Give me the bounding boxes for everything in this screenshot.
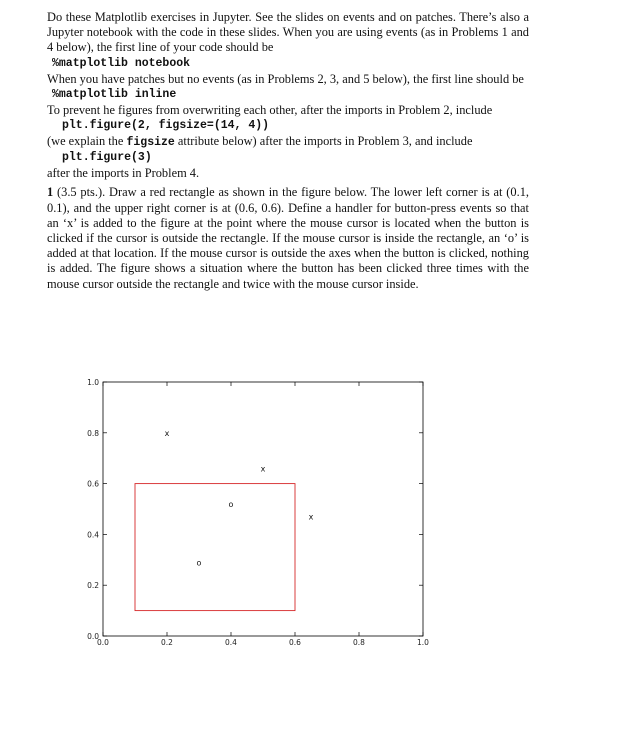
x-marker: x bbox=[260, 464, 266, 474]
code-line-inline: %matplotlib inline bbox=[52, 87, 177, 101]
o-marker: o bbox=[228, 499, 234, 509]
problem1-paragraph bbox=[47, 185, 529, 291]
y-tick-label: 0.4 bbox=[87, 530, 99, 540]
figsize-paragraph bbox=[47, 134, 529, 150]
x-tick-label: 0.8 bbox=[353, 638, 365, 647]
o-marker: o bbox=[196, 558, 202, 568]
y-tick-label: 1.0 bbox=[87, 378, 99, 387]
y-tick-label: 0.2 bbox=[87, 581, 99, 591]
x-tick-label: 0.4 bbox=[225, 638, 237, 647]
y-tick-label: 0.6 bbox=[87, 479, 99, 489]
prevent-overwrite-paragraph: To prevent he figures from overwriting each other, after the imports in Problem 2, include bbox=[47, 102, 493, 117]
document-body bbox=[47, 10, 529, 292]
patches-paragraph: When you have patches but no events (as in Problems 2, 3, and 5 below), the first line should be bbox=[47, 71, 524, 86]
figure-plot bbox=[70, 370, 440, 655]
x-marker: x bbox=[308, 512, 314, 522]
x-tick-label: 0.0 bbox=[97, 638, 109, 647]
code-line-notebook: %matplotlib notebook bbox=[52, 56, 191, 70]
figsize-inline-code: figsize bbox=[126, 136, 175, 150]
y-tick-label: 0.0 bbox=[87, 632, 99, 641]
x-tick-label: 0.2 bbox=[161, 638, 173, 647]
figsize-text-b: attribute below) after the imports in Problem 3, and include bbox=[174, 134, 473, 149]
problem1-number: 1 bbox=[47, 185, 54, 200]
axes-frame bbox=[103, 382, 423, 636]
x-tick-label: 0.6 bbox=[289, 638, 301, 647]
figsize-text-a: (we explain the bbox=[47, 134, 127, 149]
problem1-text: (3.5 pts.). Draw a red rectangle as shown in the figure below. The lower left corner is at (0.1, 0.1), and the upper right corner is at (0.6, 0.6). Define a handler for button-press events so that an ‘x’ is added to the figure at the point where the mouse cursor is located when the button is clicked if the cursor is outside the rectangle. If the mouse cursor is inside the rectangle, an ‘o’ is added at that location. If the mouse cursor is outside the axes when the button is clicked, nothing is added. The figure shows a situation where the button has been clicked three times with the mouse cursor outside the rectangle and twice with the mouse cursor inside. bbox=[47, 185, 529, 291]
x-tick-label: 1.0 bbox=[417, 638, 429, 647]
red-rectangle bbox=[135, 484, 295, 611]
y-tick-label: 0.8 bbox=[87, 428, 99, 438]
intro-paragraph: Do these Matplotlib exercises in Jupyter. See the slides on events and on patches. There’s also a Jupyter notebook with the code in these slides. When you are using events (as in Problems 1 and 4 below), the first line of your code should be bbox=[47, 10, 529, 55]
code-line-figure-3: plt.figure(3) bbox=[62, 151, 152, 165]
code-line-figure-2: plt.figure(2, figsize=(14, 4)) bbox=[62, 119, 270, 133]
x-marker: x bbox=[164, 428, 170, 438]
problem4-paragraph: after the imports in Problem 4. bbox=[47, 166, 200, 181]
